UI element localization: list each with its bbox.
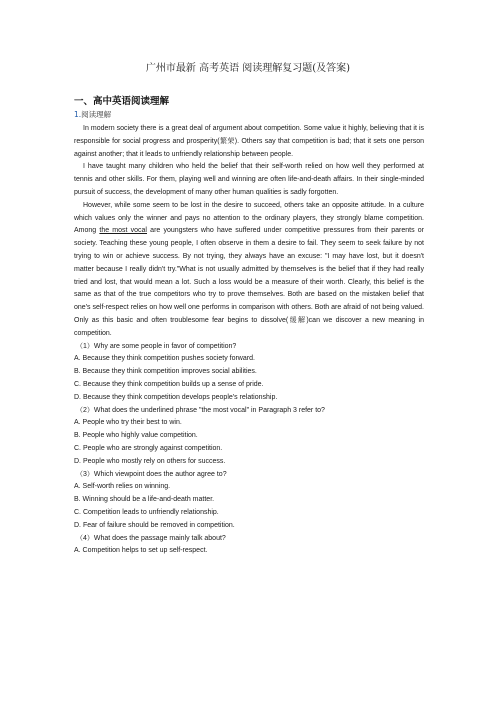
passage-paragraph-2: I have taught many children who held the belief that their self-worth relied on how well they performed at tennis and other skills. For them, playing well and winning are often life-and-death affairs. In their single-minded pursuit of success, the development of many other human qualities is sadly forgotten. [74, 163, 424, 196]
question-2-option-c: C. People who are strongly against competition. [74, 444, 223, 452]
passage-paragraph-1: In modern society there is a great deal of argument about competition. Some value it highly, believing that it is responsible for social progress and prosperity(繁荣). Others say that competition is bad; that it sets one person against another; that it leads to unfriendly relationship between people. [74, 125, 424, 158]
question-3-option-b: B. Winning should be a life-and-death matter. [74, 496, 215, 504]
question-2-option-d: D. People who mostly rely on others for success. [74, 457, 226, 465]
question-1-option-c: C. Because they think competition builds up a sense of pride. [74, 380, 264, 388]
question-3-stem: （3）Which viewpoint does the author agree to? [76, 470, 227, 478]
item-label: 阅读理解 [81, 110, 112, 119]
question-1-option-d: D. Because they think competition develops people's relationship. [74, 393, 278, 401]
question-3-option-c: C. Competition leads to unfriendly relationship. [74, 508, 219, 516]
document-title: 广州市最新 高考英语 阅读理解复习题(及答案) [145, 63, 351, 74]
question-3-option-d: D. Fear of failure should be removed in competition. [74, 521, 235, 529]
paragraph-3-text-start: However, while some seem to be lost in the desire to succeed, others take an opposite attitude. In a culture which values only the winner and pays no attention to the ordinary players, they strongly blame competition. Among [74, 201, 424, 235]
question-1-option-a: A. Because they think competition pushes society forward. [74, 355, 255, 363]
question-2-stem: （2）What does the underlined phrase "the most vocal" in Paragraph 3 refer to? [76, 406, 325, 414]
underlined-phrase: the most vocal [99, 227, 147, 235]
question-2-option-b: B. People who highly value competition. [74, 432, 198, 440]
item-heading [74, 109, 111, 120]
question-1-stem: （1）Why are some people in favor of competition? [76, 342, 237, 350]
passage-paragraph-3 [74, 200, 424, 341]
document-body [74, 123, 424, 558]
question-3-option-a: A. Self-worth relies on winning. [74, 483, 171, 491]
question-4-stem: （4）What does the passage mainly talk about? [76, 534, 226, 542]
item-number: 1. [74, 110, 82, 119]
question-4-option-a: A. Competition helps to set up self-respect. [74, 547, 208, 555]
paragraph-3-text-end: are youngsters who have suffered under competitive pressures from their parents or society. Teaching these young people, I often observe in them a desire to fail. They seem to seek failure by not trying to win or achieve success. By not trying, they always have an excuse: "I may have lost, but it doesn't matter because I really didn't try."What is not usually admitted by themselves is the belief that if they had really tried and lost, that would mean a lot. Such a loss would be a measure of their worth. Clearly, this belief is the same as that of the true competitors who try to prove themselves. Both are based on the mistaken belief that one's self-respect relies on how well one performs in comparison with others. Both are afraid of not being valued. Only as this basic and often troublesome fear begins to dissolve(缓解)can we discover a new meaning in competition. [74, 227, 425, 337]
question-1-option-b: B. Because they think competition improves social abilities. [74, 368, 257, 376]
question-2-option-a: A. People who try their best to win. [74, 419, 182, 427]
section-heading: 一、高中英语阅读理解 [74, 96, 170, 107]
